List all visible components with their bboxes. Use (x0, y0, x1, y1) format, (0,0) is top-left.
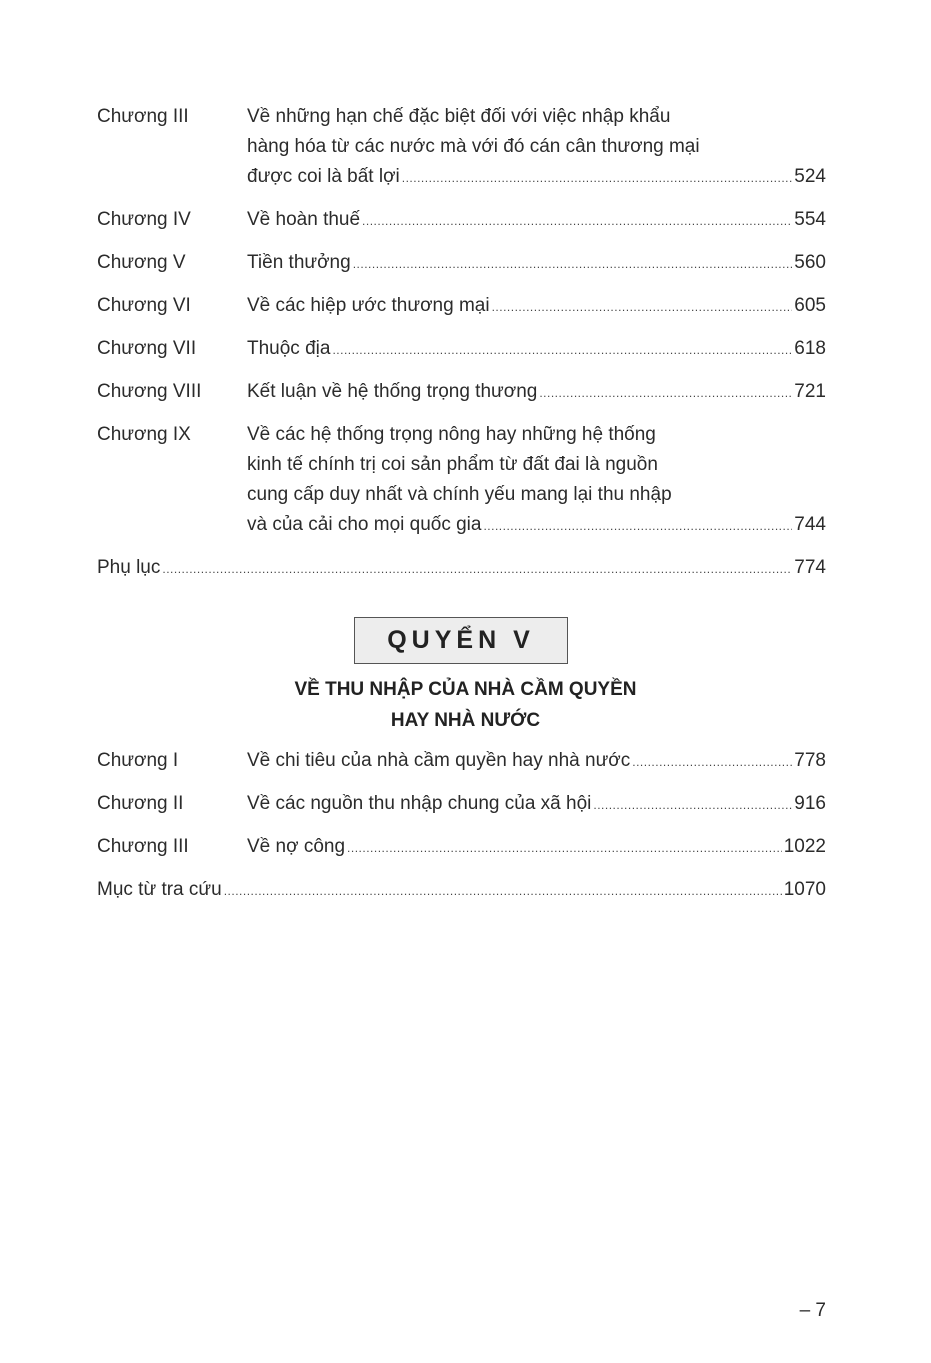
toc-entry (97, 746, 826, 777)
dot-leader (632, 747, 792, 777)
chapter-label: Chương V (97, 252, 186, 273)
page-ref: 721 (794, 381, 826, 402)
chapter-title-line: cung cấp duy nhất và chính yếu mang lại thu nhập (247, 484, 672, 505)
chapter-title: Về các hiệp ước thương mại (247, 295, 490, 316)
toc-entry (97, 789, 826, 820)
chapter-title-line: Về những hạn chế đặc biệt đối với việc nhập khẩu (247, 106, 671, 127)
page-number: – 7 (799, 1300, 826, 1321)
page-ref: 618 (794, 338, 826, 359)
chapter-title: Kết luận về hệ thống trọng thương (247, 381, 538, 402)
book-title-line: VỀ THU NHẬP CỦA NHÀ CẦM QUYỀN (294, 679, 637, 700)
dot-leader (402, 163, 793, 193)
toc-entry-index (97, 875, 826, 906)
appendix-title: Phụ lục (97, 557, 161, 578)
page-ref: 605 (794, 295, 826, 316)
book-title-line: HAY NHÀ NƯỚC (390, 710, 541, 731)
page-ref: 744 (794, 514, 826, 535)
toc-entry (97, 334, 826, 365)
chapter-title: Về các nguồn thu nhập chung của xã hội (247, 793, 592, 814)
chapter-label: Chương I (97, 750, 179, 771)
chapter-label: Chương VII (97, 338, 197, 359)
chapter-label: Chương VI (97, 295, 191, 316)
chapter-title-line: hàng hóa từ các nước mà với đó cán cân thương mại (247, 136, 700, 157)
chapter-title: Tiền thưởng (247, 252, 351, 273)
index-title: Mục từ tra cứu (97, 879, 222, 900)
dot-leader (332, 335, 792, 365)
toc-top-section (97, 102, 826, 596)
dot-leader (362, 206, 792, 236)
page-ref: 916 (794, 793, 826, 814)
chapter-label: Chương III (97, 106, 189, 127)
toc-entry (97, 248, 826, 279)
page-ref: 1022 (783, 836, 826, 857)
chapter-title: Về nợ công (247, 836, 346, 857)
chapter-title: Về chi tiêu của nhà cầm quyền hay nhà nước (247, 750, 631, 771)
chapter-title-line: Về các hệ thống trọng nông hay những hệ thống (247, 424, 656, 445)
chapter-title: Thuộc địa (247, 338, 331, 359)
chapter-title: Về hoàn thuế (247, 209, 361, 230)
dot-leader (492, 292, 793, 322)
dot-leader (593, 790, 792, 820)
chapter-label: Chương IV (97, 209, 191, 230)
page-ref: 524 (794, 166, 826, 187)
chapter-label: Chương III (97, 836, 189, 857)
chapter-title-line: kinh tế chính trị coi sản phẩm từ đất đai là nguồn (247, 454, 658, 475)
toc-entry (97, 102, 826, 193)
dot-leader (347, 833, 782, 863)
toc-entry (97, 420, 826, 541)
dot-leader (483, 511, 792, 541)
toc-entry-appendix (97, 553, 826, 584)
dot-leader (162, 554, 792, 584)
page-ref: 1070 (783, 879, 826, 900)
dot-leader (539, 378, 792, 408)
chapter-title-line: và của cải cho mọi quốc gia (247, 514, 482, 535)
toc-entry (97, 832, 826, 863)
chapter-title-line: được coi là bất lợi (247, 166, 400, 187)
page-ref: 778 (794, 750, 826, 771)
chapter-label: Chương VIII (97, 381, 202, 402)
dot-leader (224, 876, 782, 906)
chapter-label: Chương IX (97, 424, 191, 445)
chapter-label: Chương II (97, 793, 184, 814)
page-ref: 560 (794, 252, 826, 273)
toc-entry (97, 377, 826, 408)
dot-leader (353, 249, 793, 279)
toc-entry (97, 291, 826, 322)
book-title (0, 674, 931, 736)
page-ref: 554 (794, 209, 826, 230)
page-ref: 774 (794, 557, 826, 578)
book-label-box: QUYỂN V (354, 617, 568, 664)
toc-entry (97, 205, 826, 236)
toc-bottom-section (97, 746, 826, 918)
